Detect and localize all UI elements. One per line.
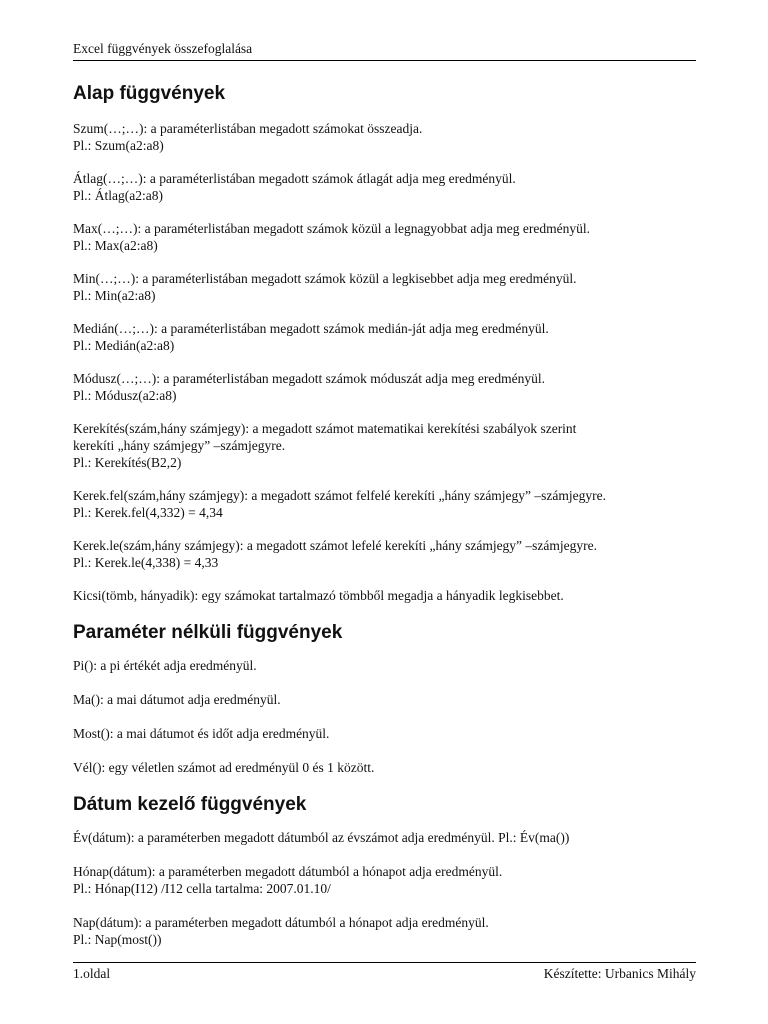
function-description: Min(…;…): a paraméterlistában megadott számok közül a legkisebbet adja meg eredményül.: [73, 271, 577, 286]
function-description: Kicsi(tömb, hányadik): egy számokat tartalmazó tömbből megadja a hányadik legkisebbet.: [73, 588, 564, 603]
section-heading: Paraméter nélküli függvények: [73, 622, 343, 643]
function-entry-nap: [73, 914, 696, 948]
function-entry-kerekites: [73, 420, 696, 471]
function-entry-median: [73, 320, 696, 354]
function-description: Medián(…;…): a paraméterlistában megadott számok medián-ját adja meg eredményül.: [73, 321, 549, 336]
function-description: Max(…;…): a paraméterlistában megadott számok közül a legnagyobbat adja meg eredményül.: [73, 221, 590, 236]
function-example: Pl.: Átlag(a2:a8): [73, 188, 163, 203]
function-entry-max: [73, 220, 696, 254]
function-description: Szum(…;…): a paraméterlistában megadott számokat összeadja.: [73, 121, 423, 136]
section-heading: Alap függvények: [73, 83, 226, 104]
function-example: Pl.: Min(a2:a8): [73, 288, 156, 303]
function-description: Kerek.le(szám,hány számjegy): a megadott számot lefelé kerekíti „hány számjegy” –számjegyre.: [73, 538, 598, 553]
function-example: Pl.: Kerek.le(4,338) = 4,33: [73, 555, 219, 570]
function-entry-most: [73, 725, 696, 742]
function-example: Pl.: Módusz(a2:a8): [73, 388, 177, 403]
function-description-continued: kerekíti „hány számjegy” –számjegyre.: [73, 438, 286, 453]
function-description: Hónap(dátum): a paraméterben megadott dátumból a hónapot adja eredményül.: [73, 864, 503, 879]
function-example: Pl.: Kerek.fel(4,332) = 4,34: [73, 505, 223, 520]
function-entry-honap: [73, 863, 696, 897]
function-entry-ma: [73, 691, 696, 708]
function-entry-szum: [73, 120, 696, 154]
document-title: Excel függvények összefoglalása: [73, 41, 253, 56]
function-description: Nap(dátum): a paraméterben megadott dátumból a hónapot adja eredményül.: [73, 915, 489, 930]
document-body: [73, 82, 696, 948]
function-entry-pi: [73, 657, 696, 674]
section-parameter-nelkuli: [73, 621, 696, 776]
function-entry-vel: [73, 759, 696, 776]
page-header: [73, 41, 696, 61]
function-description: Módusz(…;…): a paraméterlistában megadott számok móduszát adja meg eredményül.: [73, 371, 545, 386]
function-description: Év(dátum): a paraméterben megadott dátumból az évszámot adja eredményül. Pl.: Év(ma()): [73, 830, 570, 845]
function-description: Vél(): egy véletlen számot ad eredményül 0 és 1 között.: [73, 760, 375, 775]
function-example: Pl.: Kerekítés(B2,2): [73, 455, 182, 470]
section-datum-kezelo: [73, 793, 696, 948]
function-description: Kerek.fel(szám,hány számjegy): a megadott számot felfelé kerekíti „hány számjegy” –számjegyre.: [73, 488, 607, 503]
page-footer: [73, 962, 696, 982]
function-entry-ev: [73, 829, 696, 846]
function-entry-modusz: [73, 370, 696, 404]
function-description: Most(): a mai dátumot és időt adja eredményül.: [73, 726, 330, 741]
function-entry-atlag: [73, 170, 696, 204]
section-alap: [73, 82, 696, 604]
function-description: Pi(): a pi értékét adja eredményül.: [73, 658, 257, 673]
function-entry-min: [73, 270, 696, 304]
function-example: Pl.: Hónap(I12) /I12 cella tartalma: 2007.01.10/: [73, 881, 331, 896]
section-heading: Dátum kezelő függvények: [73, 794, 307, 815]
function-example: Pl.: Medián(a2:a8): [73, 338, 175, 353]
function-example: Pl.: Szum(a2:a8): [73, 138, 164, 153]
function-description: Ma(): a mai dátumot adja eredményül.: [73, 692, 281, 707]
function-description: Átlag(…;…): a paraméterlistában megadott számok átlagát adja meg eredményül.: [73, 171, 516, 186]
page-number: 1.oldal: [73, 966, 111, 981]
function-entry-kicsi: [73, 587, 696, 604]
author-credit: Készítette: Urbanics Mihály: [543, 966, 696, 981]
function-entry-kerek-le: [73, 537, 696, 571]
function-example: Pl.: Max(a2:a8): [73, 238, 158, 253]
function-description: Kerekítés(szám,hány számjegy): a megadott számot matematikai kerekítési szabályok szerint: [73, 421, 577, 436]
function-example: Pl.: Nap(most()): [73, 932, 162, 947]
function-entry-kerek-fel: [73, 487, 696, 521]
